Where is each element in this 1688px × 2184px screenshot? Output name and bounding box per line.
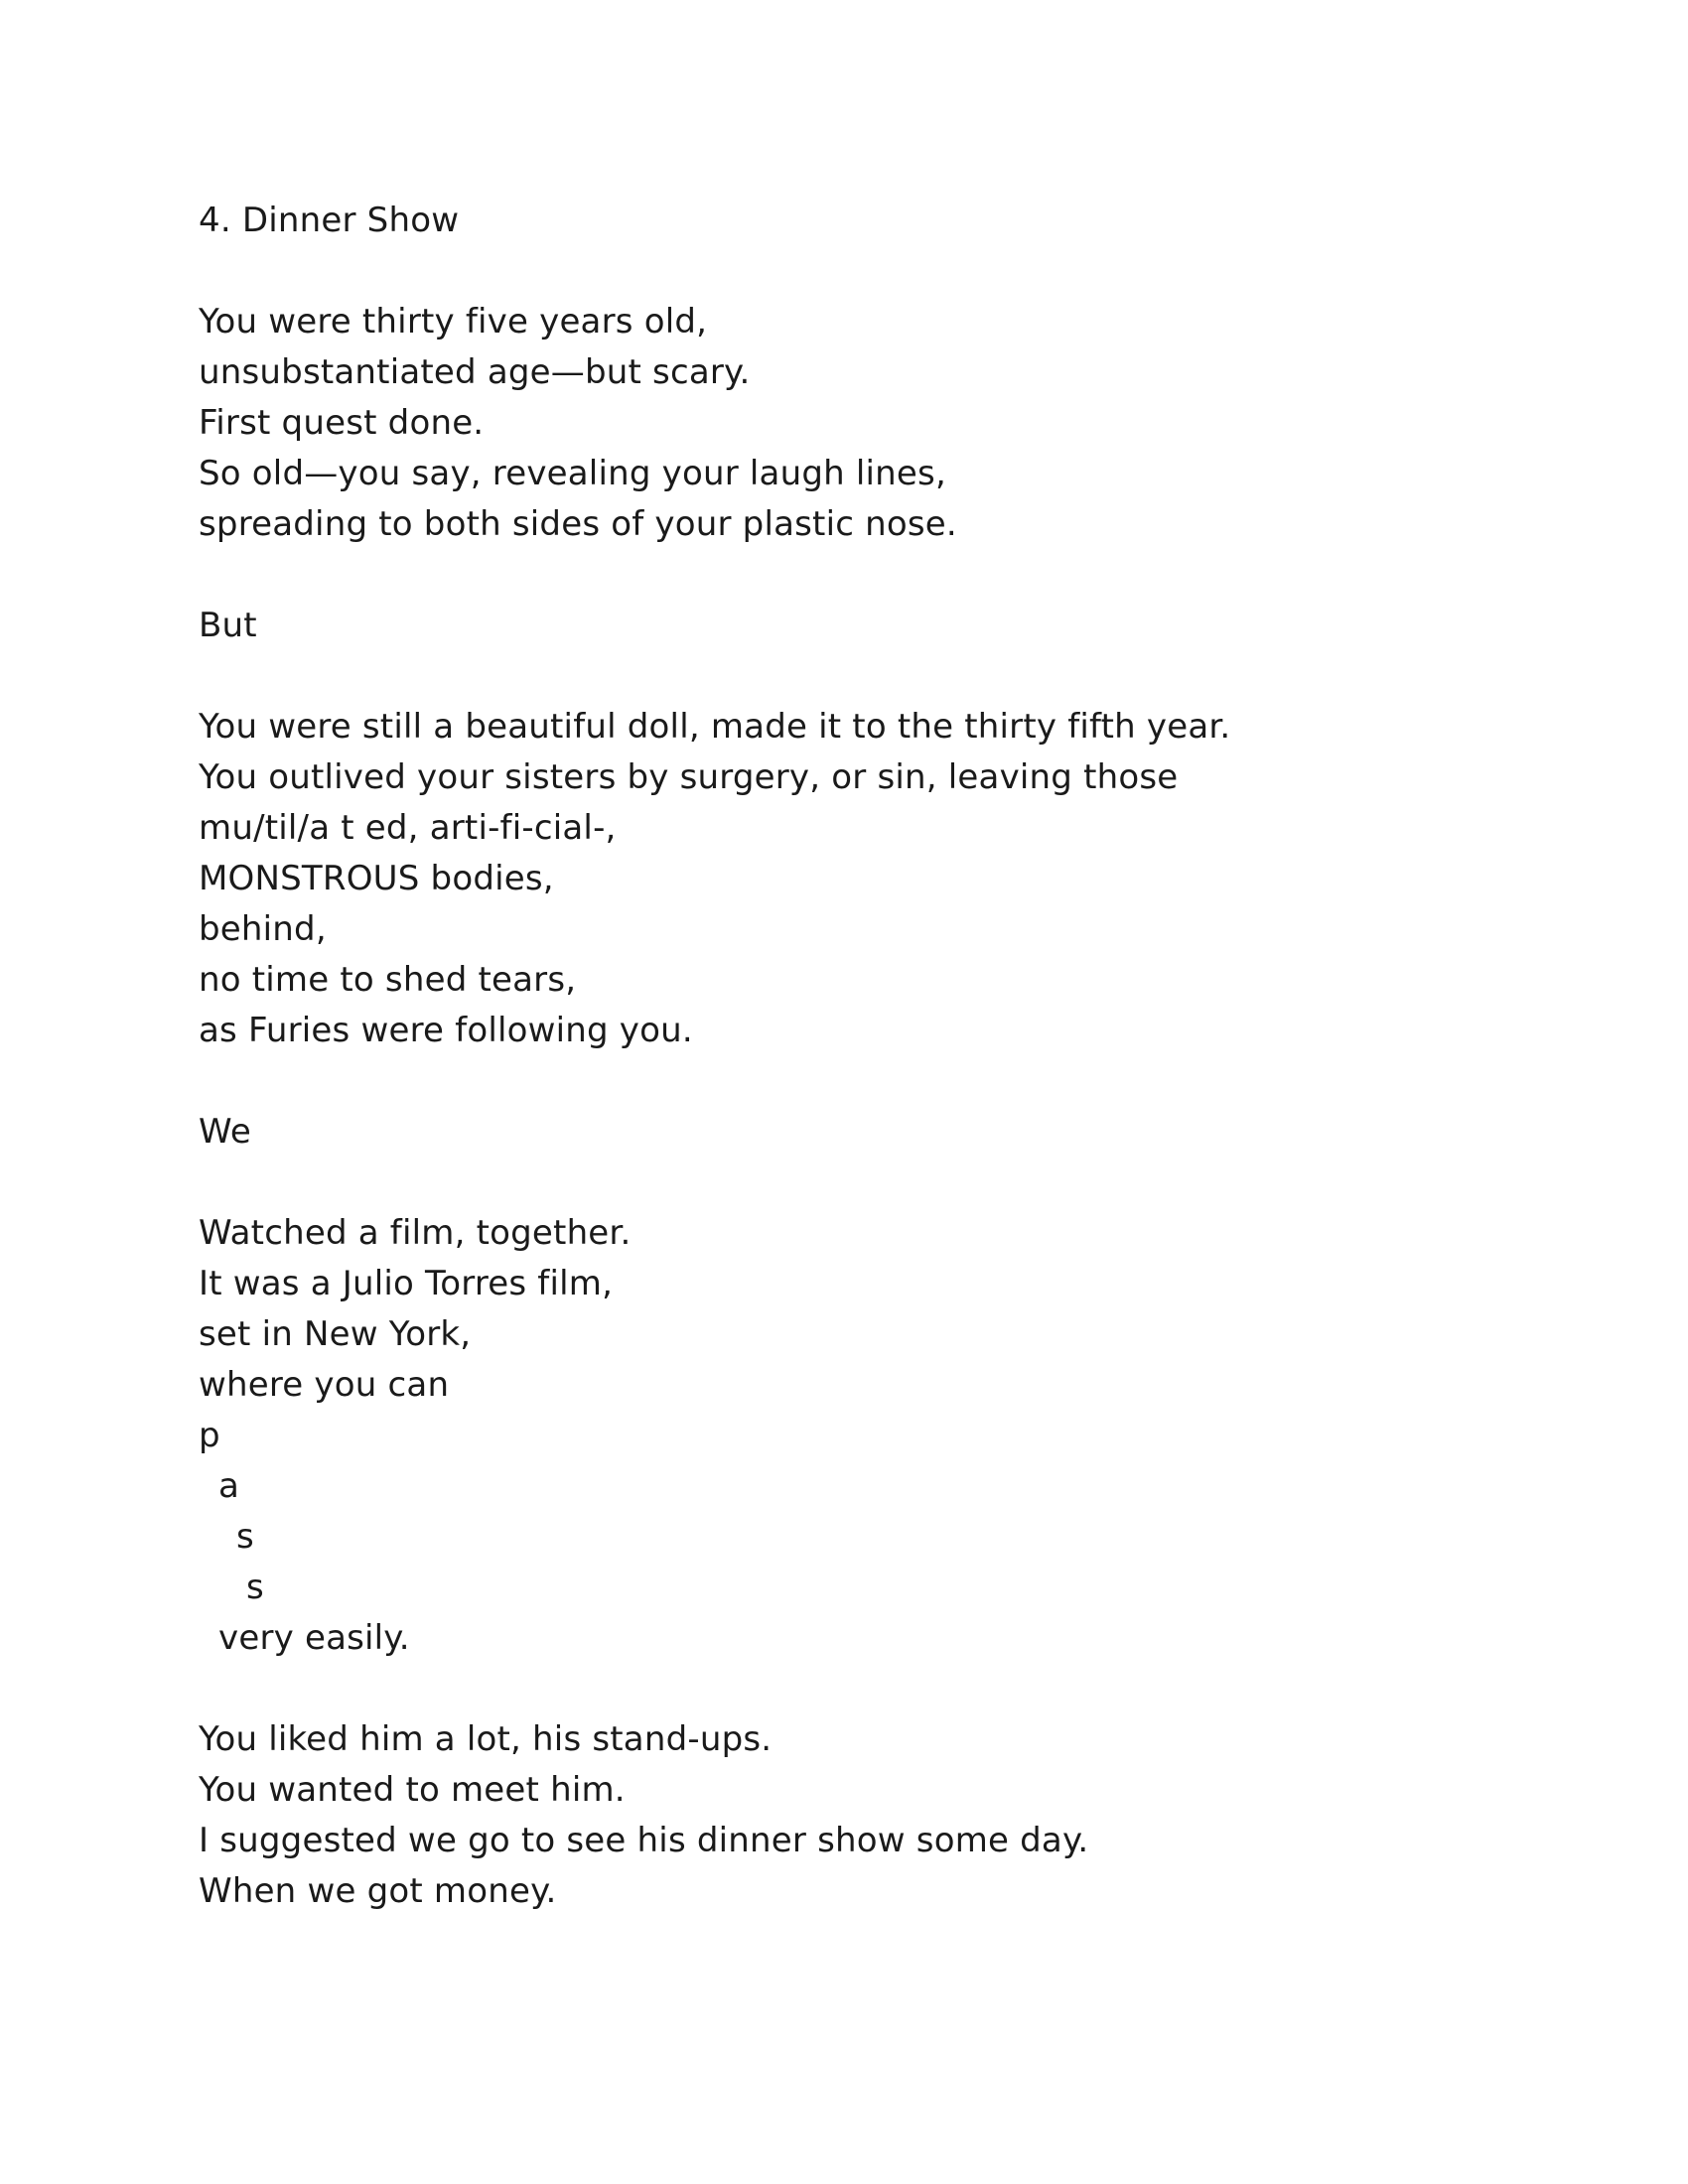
stanza1-line-2: unsubstantiated age—but scary. [199, 352, 751, 392]
pass-letter-a: a [218, 1466, 240, 1506]
pass-letter-p: p [199, 1416, 220, 1455]
stanza3-line-1: Watched a film, together. [199, 1213, 632, 1253]
stanza2-line-3: mu/til/a t ed, arti-fi-cial-, [199, 808, 617, 848]
stanza1-line-3: First quest done. [199, 403, 485, 443]
stanza1-line-5: spreading to both sides of your plastic nose. [199, 504, 957, 544]
single-word-we: We [199, 1112, 251, 1152]
stanza2-line-6: no time to shed tears, [199, 960, 577, 1000]
stanza3-line-3: set in New York, [199, 1314, 472, 1354]
stanza2-line-5: behind, [199, 909, 327, 949]
pass-letter-s2: s [246, 1568, 264, 1607]
stanza4-line-3: I suggested we go to see his dinner show some day. [199, 1821, 1089, 1860]
stanza1-line-1: You were thirty five years old, [199, 302, 708, 341]
stanza3-line-2: It was a Julio Torres film, [199, 1264, 614, 1303]
stanza3-line-4: where you can [199, 1365, 450, 1405]
very-easily-line: very easily. [218, 1618, 410, 1658]
single-word-but: But [199, 606, 257, 645]
stanza2-line-1: You were still a beautiful doll, made it to the thirty fifth year. [199, 707, 1231, 747]
stanza4-line-4: When we got money. [199, 1871, 557, 1911]
stanza1-line-4: So old—you say, revealing your laugh lines, [199, 454, 946, 493]
stanza2-line-4: MONSTROUS bodies, [199, 859, 554, 898]
pass-letter-s1: s [236, 1517, 254, 1557]
stanza4-line-2: You wanted to meet him. [199, 1770, 626, 1810]
poem-title: 4. Dinner Show [199, 201, 460, 240]
stanza4-line-1: You liked him a lot, his stand-ups. [199, 1719, 773, 1759]
stanza2-line-7: as Furies were following you. [199, 1011, 693, 1050]
stanza2-line-2: You outlived your sisters by surgery, or sin, leaving those [199, 757, 1179, 797]
